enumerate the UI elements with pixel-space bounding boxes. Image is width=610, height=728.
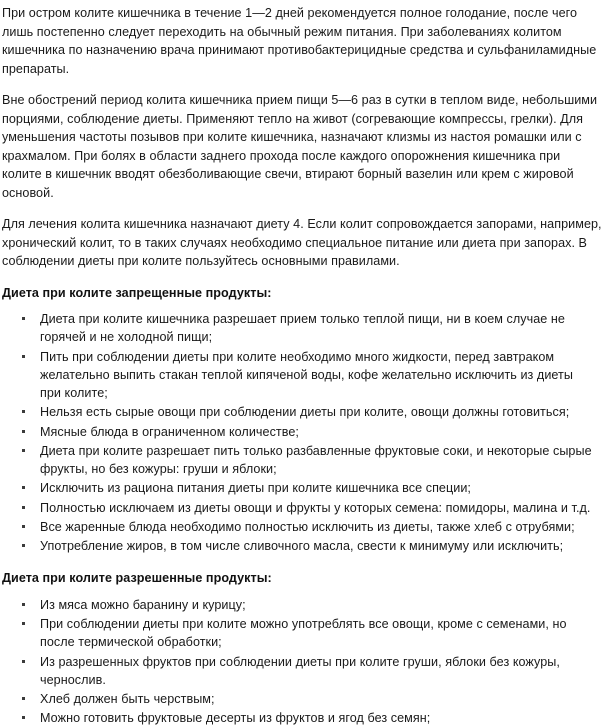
list-item: Пить при соблюдении диеты при колите необходимо много жидкости, перед завтраком желательно выпить стакан теплой кипяченой воды, кофе желательно исключить из диеты при колите; bbox=[2, 348, 602, 403]
list-item: Нельзя есть сырые овощи при соблюдении диеты при колите, овощи должны готовиться; bbox=[2, 403, 602, 421]
paragraph-diet-four: Для лечения колита кишечника назначают диету 4. Если колит сопровождается запорами, например, хронический колит, то в таких случаях необходимо специальное питание или диета при запорах. В соблюдении диеты при колите пользуйтесь основными правилами. bbox=[2, 217, 602, 268]
list-item: Можно готовить фруктовые десерты из фруктов и ягод без семян; bbox=[2, 709, 602, 727]
list-allowed-products bbox=[2, 596, 602, 728]
list-item: Употребление жиров, в том числе сливочного масла, свести к минимуму или исключить; bbox=[2, 537, 602, 555]
list-item: Диета при колите кишечника разрешает прием только теплой пищи, ни в коем случае не горячей и не холодной пищи; bbox=[2, 310, 602, 347]
list-item: Все жаренные блюда необходимо полностью исключить из диеты, также хлеб с отрубями; bbox=[2, 518, 602, 536]
heading-forbidden-products: Диета при колите запрещенные продукты: bbox=[2, 285, 272, 300]
list-item: Полностью исключаем из диеты овощи и фрукты у которых семена: помидоры, малина и т.д. bbox=[2, 499, 602, 517]
list-item: Диета при колите разрешает пить только разбавленные фруктовые соки, и некоторые сырые фрукты, но без кожуры: груши и яблоки; bbox=[2, 442, 602, 479]
list-item: Хлеб должен быть черствым; bbox=[2, 690, 602, 708]
heading-allowed-products: Диета при колите разрешенные продукты: bbox=[2, 571, 272, 586]
paragraph-remission-regimen: Вне обострений период колита кишечника прием пищи 5—6 раз в сутки в теплом виде, небольшими порциями, соблюдение диеты. Применяют тепло на живот (согревающие компрессы, грелки). Для уменьшения частоты позывов при колите кишечника, назначают клизмы из настоя ромашки или с крахмалом. При болях в области заднего прохода после каждого опорожнения кишечника при колите в кишечник вводят обезболивающие свечи, втирают борный вазелин или крем с жировой основой. bbox=[2, 93, 598, 200]
list-item: Из разрешенных фруктов при соблюдении диеты при колите груши, яблоки без кожуры, чернослив. bbox=[2, 653, 602, 690]
paragraph-intro-acute: При остром колите кишечника в течение 1—2 дней рекомендуется полное голодание, после чего лишь постепенно следует переходить на обычный режим питания. При заболеваниях колитом кишечника по назначению врача принимают противобактерицидные средства и сульфаниламидные препараты. bbox=[2, 6, 597, 76]
list-forbidden-products bbox=[2, 310, 602, 555]
list-item: Мясные блюда в ограниченном количестве; bbox=[2, 423, 602, 441]
list-item: При соблюдении диеты при колите можно употреблять все овощи, кроме с семенами, но после термической обработки; bbox=[2, 615, 602, 652]
list-item: Исключить из рациона питания диеты при колите кишечника все специи; bbox=[2, 479, 602, 497]
list-item: Из мяса можно баранину и курицу; bbox=[2, 596, 602, 614]
